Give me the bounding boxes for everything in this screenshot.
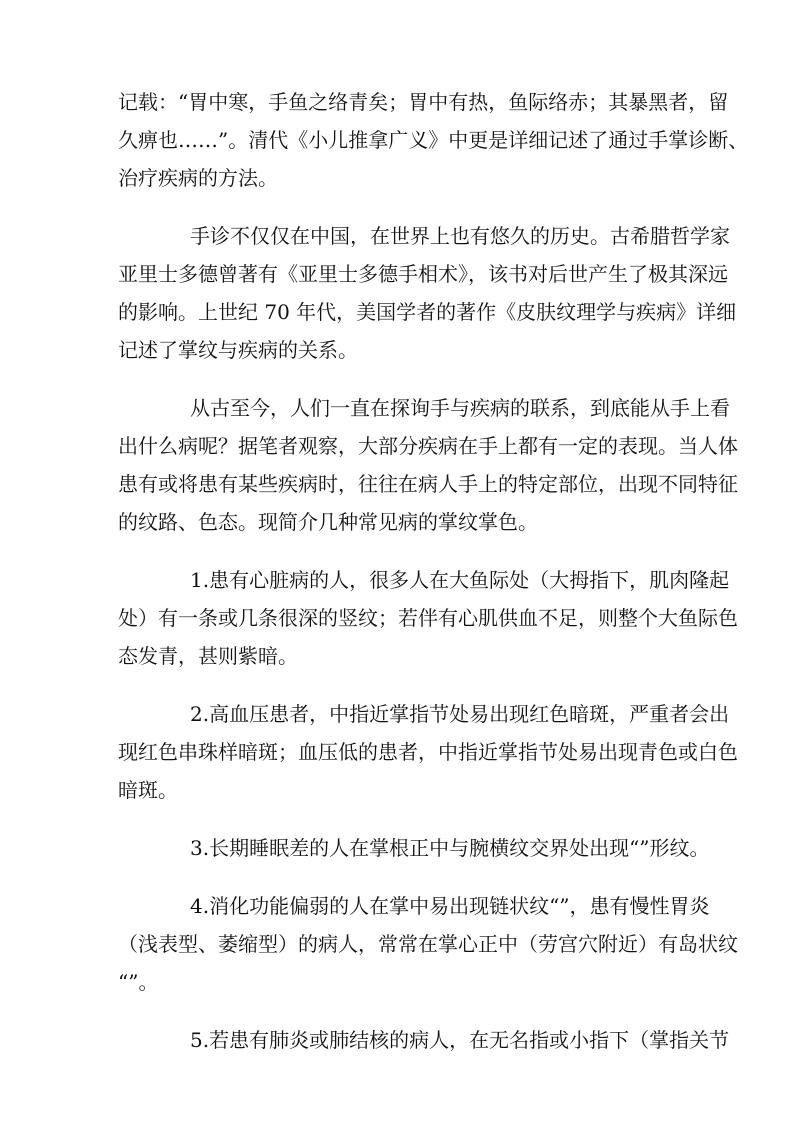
text-line: 患有或将患有某些疾病时，往往在病人手上的特定部位，出现不同特征: [118, 472, 738, 496]
paragraph: [118, 561, 738, 675]
paragraph: [118, 217, 737, 369]
text-line: “”。: [118, 970, 159, 994]
paragraph: [118, 695, 738, 809]
text-line: 处）有一条或几条很深的竖纹；若伴有心肌供血不足，则整个大鱼际色: [118, 606, 738, 630]
text-line: 记载：“胃中寒，手鱼之络青矣；胃中有热，鱼际络赤；其暴黑者，留: [118, 90, 729, 114]
text-line: （浅表型、萎缩型）的病人，常常在掌心正中（劳宫穴附近）有岛状纹: [118, 932, 738, 956]
text-line: 的影响。上世纪 70 年代，美国学者的著作《皮肤纹理学与疾病》详细: [118, 300, 737, 324]
paragraph: [118, 1021, 730, 1059]
paragraph: [118, 83, 749, 197]
text-line: 5.若患有肺炎或肺结核的病人，在无名指或小指下（掌指关节: [190, 1028, 730, 1052]
document-page: [118, 83, 749, 1079]
text-line: 2.高血压患者，中指近掌指节处易出现红色暗斑，严重者会出: [190, 702, 730, 726]
text-line: 治疗疾病的方法。: [118, 166, 278, 190]
text-line: 1.患有心脏病的人，很多人在大鱼际处（大拇指下，肌肉隆起: [190, 568, 730, 592]
text-line: 出什么病呢？据笔者观察，大部分疾病在手上都有一定的表现。当人体: [118, 434, 738, 458]
text-line: 3.长期睡眠差的人在掌根正中与腕横纹交界处出现“”形纹。: [190, 836, 710, 860]
text-line: 久痹也……”。清代《小儿推拿广义》中更是详细记述了通过手掌诊断、: [118, 128, 749, 152]
text-line: 手诊不仅仅在中国，在世界上也有悠久的历史。古希腊哲学家: [190, 224, 730, 248]
text-line: 记述了掌纹与疾病的关系。: [118, 338, 358, 362]
text-line: 4.消化功能偏弱的人在掌中易出现链状纹“”，患有慢性胃炎: [190, 894, 710, 918]
text-line: 态发青，甚则紫暗。: [118, 644, 298, 668]
text-line: 亚里士多德曾著有《亚里士多德手相术》，该书对后世产生了极其深远: [118, 262, 728, 286]
paragraph: [118, 389, 738, 541]
text-line: 的纹路、色态。现简介几种常见病的掌纹掌色。: [118, 510, 538, 534]
paragraph: [118, 887, 738, 1001]
text-line: 暗斑。: [118, 778, 178, 802]
text-line: 从古至今，人们一直在探询手与疾病的联系，到底能从手上看: [190, 396, 730, 420]
paragraph: [118, 829, 710, 867]
text-line: 现红色串珠样暗斑；血压低的患者，中指近掌指节处易出现青色或白色: [118, 740, 738, 764]
